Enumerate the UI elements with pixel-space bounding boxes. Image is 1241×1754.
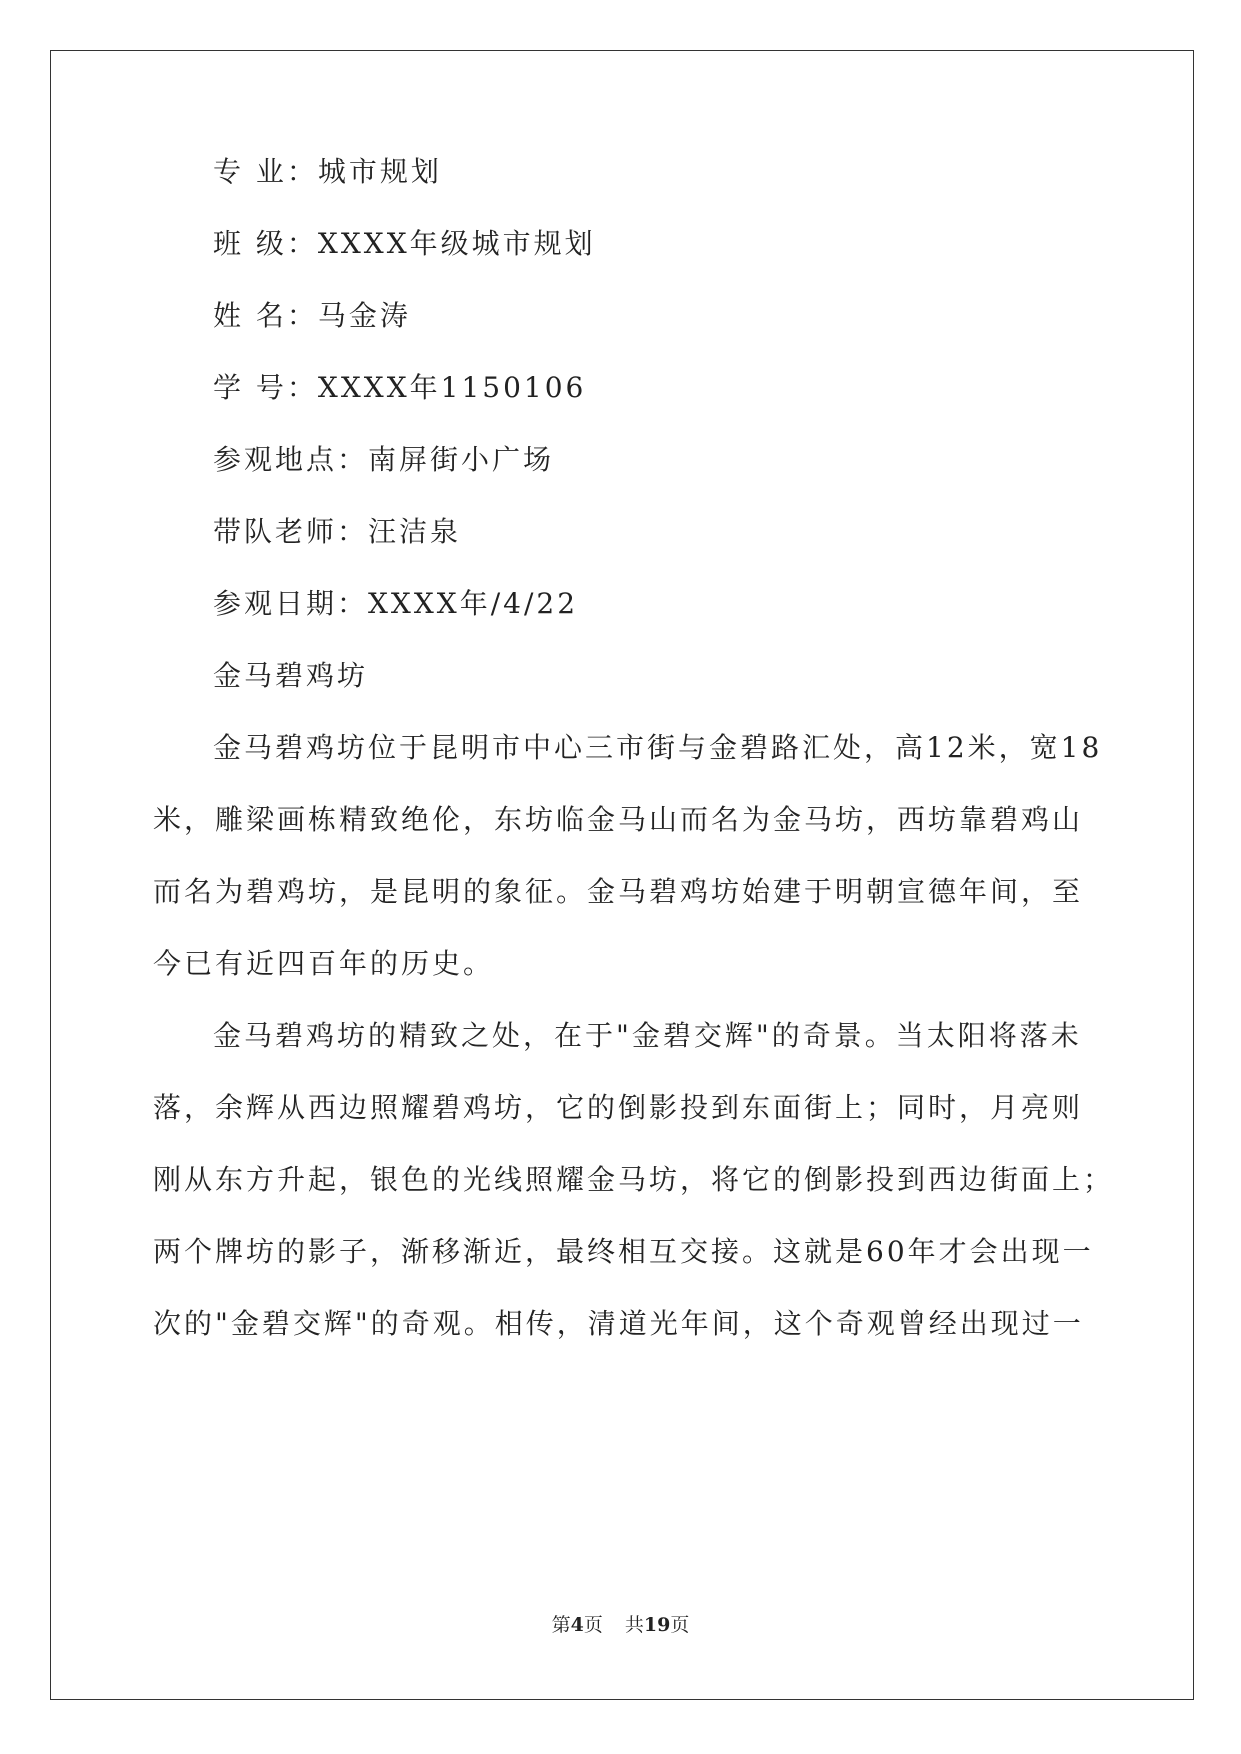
footer-total-prefix: 共	[624, 1614, 644, 1636]
footer-page-current: 4	[570, 1614, 584, 1636]
footer-page-mid: 页	[583, 1614, 603, 1636]
section-title: 金马碧鸡坊	[213, 659, 369, 692]
paragraph1-line: 今已有近四百年的历史。	[153, 947, 495, 980]
paragraph2-line: 刚从东方升起，银色的光线照耀金马坊，将它的倒影投到西边街面上；	[153, 1163, 1115, 1196]
footer-total-suffix: 页	[670, 1614, 690, 1636]
footer-page-prefix: 第	[551, 1614, 571, 1636]
info-class: 班 级：XXXX年级城市规划	[213, 227, 596, 260]
page-footer	[0, 1610, 1241, 1637]
info-teacher: 带队老师：汪洁泉	[213, 515, 462, 548]
paragraph2-line: 次的"金碧交辉"的奇观。相传，清道光年间，这个奇观曾经出现过一	[153, 1307, 1084, 1340]
info-student-id: 学 号：XXXX年1150106	[213, 371, 587, 404]
paragraph1-line: 而名为碧鸡坊，是昆明的象征。金马碧鸡坊始建于明朝宣德年间，至	[153, 875, 1084, 908]
paragraph2-line: 两个牌坊的影子，渐移渐近，最终相互交接。这就是60年才会出现一	[153, 1235, 1094, 1268]
info-date: 参观日期：XXXX年/4/22	[213, 587, 579, 620]
paragraph2-line: 金马碧鸡坊的精致之处，在于"金碧交辉"的奇景。当太阳将落未	[213, 1019, 1082, 1052]
paragraph1-line: 金马碧鸡坊位于昆明市中心三市街与金碧路汇处，高12米，宽18	[213, 731, 1103, 764]
paragraph1-line: 米，雕梁画栋精致绝伦，东坊临金马山而名为金马坊，西坊靠碧鸡山	[153, 803, 1084, 836]
paragraph2-line: 落，余辉从西边照耀碧鸡坊，它的倒影投到东面街上；同时，月亮则	[153, 1091, 1084, 1124]
info-name: 姓 名：马金涛	[213, 299, 411, 332]
info-major: 专 业：城市规划	[213, 155, 442, 188]
footer-page-total: 19	[643, 1614, 671, 1636]
info-location: 参观地点：南屏街小广场	[213, 443, 555, 476]
